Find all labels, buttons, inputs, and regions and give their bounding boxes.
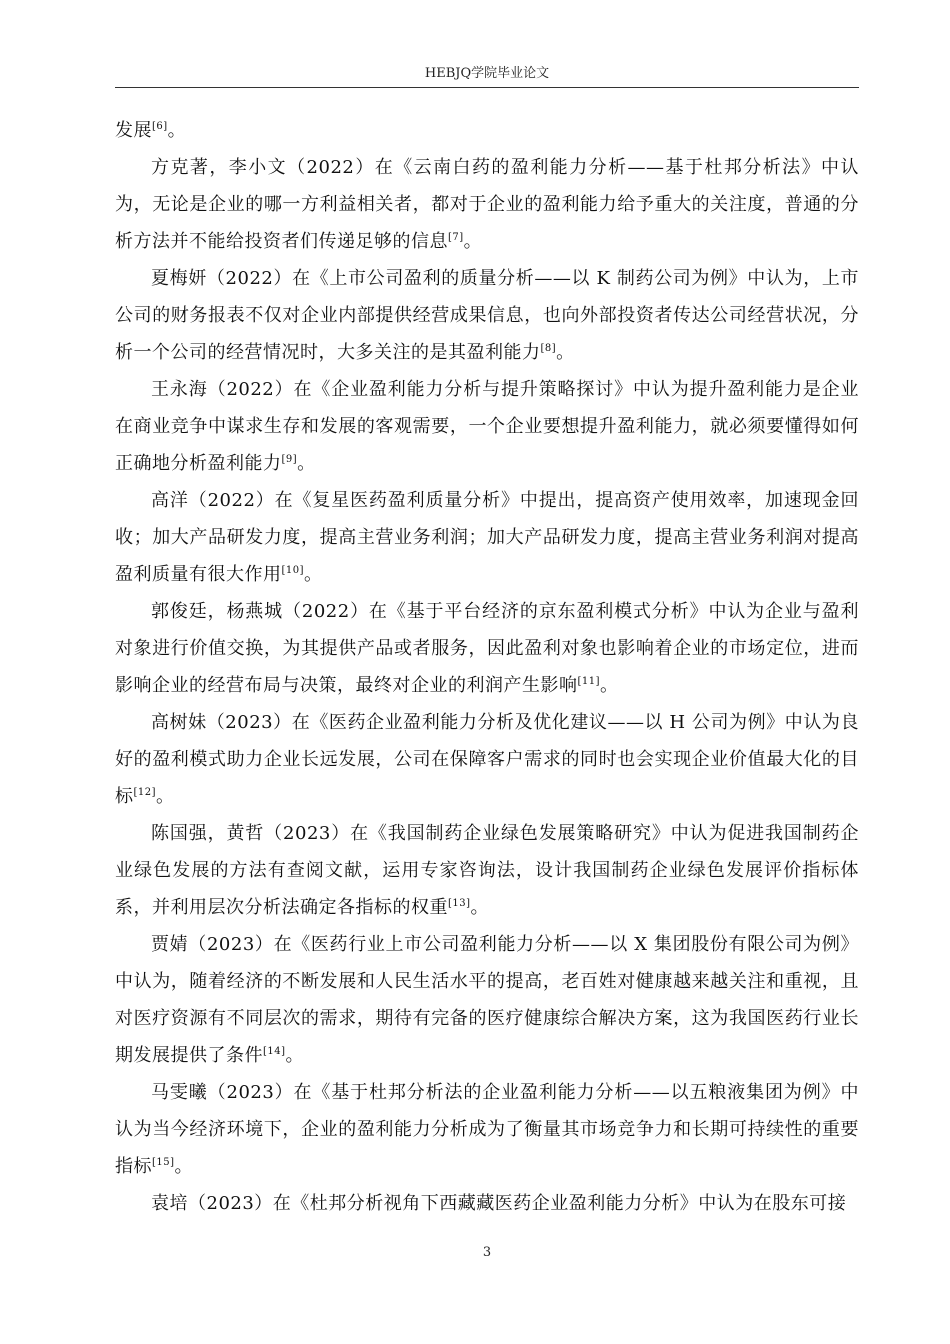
paragraph-text: 贾婧（2023）在《医药行业上市公司盈利能力分析——以 X 集团股份有限公司为例》中认为，随着经济的不断发展和人民生活水平的提高，老百姓对健康越来越关注和重视，且对医疗资源有不同层次的需求，期待有完备的医疗健康综合解决方案，这为我国医药行业长期发展提供了条件: [115, 934, 859, 1066]
paragraph-end: 。: [167, 120, 187, 141]
page-number: 3: [482, 1245, 492, 1260]
paragraph-end: 。: [600, 675, 619, 696]
paragraph: [115, 1074, 859, 1185]
citation-ref: [9]: [281, 454, 298, 465]
paragraph-text: 袁培（2023）在《杜邦分析视角下西藏藏医药企业盈利能力分析》中认为在股东可接: [151, 1193, 847, 1214]
paragraph-text: 发展: [115, 120, 152, 141]
paragraph-text: 郭俊廷，杨燕城（2022）在《基于平台经济的京东盈利模式分析》中认为企业与盈利对象进行价值交换，为其提供产品或者服务，因此盈利对象也影响着企业的市场定位，进而影响企业的经营布局与决策，最终对企业的利润产生影响: [115, 601, 859, 696]
paragraph: [115, 704, 859, 815]
paragraph-text: 王永海（2022）在《企业盈利能力分析与提升策略探讨》中认为提升盈利能力是企业在商业竞争中谋求生存和发展的客观需要，一个企业要想提升盈利能力，就必须要懂得如何正确地分析盈利能力: [115, 379, 859, 474]
paragraph-end: 。: [156, 786, 175, 807]
paragraph-text: 夏梅妍（2022）在《上市公司盈利的质量分析——以 K 制药公司为例》中认为，上市公司的财务报表不仅对企业内部提供经营成果信息，也向外部投资者传达公司经营状况，分析一个公司的经营情况时，大多关注的是其盈利能力: [115, 268, 859, 363]
paragraph: [115, 149, 859, 260]
paragraph-end: 。: [297, 453, 316, 474]
citation-ref: [15]: [152, 1157, 175, 1168]
paragraph-end: 。: [174, 1156, 194, 1177]
page-header: HEBJQ学院毕业论文: [424, 66, 550, 81]
paragraph: [115, 926, 859, 1074]
paragraph-text: 陈国强，黄哲（2023）在《我国制药企业绿色发展策略研究》中认为促进我国制药企业绿色发展的方法有查阅文献，运用专家咨询法，设计我国制药企业绿色发展评价指标体系，并利用层次分析法确定各指标的权重: [115, 823, 859, 918]
citation-ref: [14]: [263, 1046, 286, 1057]
citation-ref: [10]: [281, 565, 305, 576]
paragraph-text: 方克著，李小文（2022）在《云南白药的盈利能力分析——基于杜邦分析法》中认为，无论是企业的哪一方利益相关者，都对于企业的盈利能力给予重大的关注度，普通的分析方法并不能给投资者们传递足够的信息: [115, 157, 859, 252]
paragraph-text: 高树妹（2023）在《医药企业盈利能力分析及优化建议——以 H 公司为例》中认为良好的盈利模式助力企业长远发展，公司在保障客户需求的同时也会实现企业价值最大化的目标: [115, 712, 859, 807]
paragraph: [115, 815, 859, 926]
paragraph: [115, 112, 859, 149]
citation-ref: [12]: [133, 787, 157, 798]
citation-ref: [6]: [152, 121, 168, 132]
citation-ref: [8]: [540, 343, 557, 354]
paragraph: [115, 260, 859, 371]
paragraph-text: 高洋（2022）在《复星医药盈利质量分析》中提出，提高资产使用效率，加速现金回收；加大产品研发力度，提高主营业务利润；加大产品研发力度，提高主营业务利润对提高盈利质量有很大作用: [115, 490, 859, 585]
paragraph: [115, 593, 859, 704]
citation-ref: [11]: [577, 676, 601, 687]
citation-ref: [13]: [448, 898, 471, 909]
body-text: [115, 112, 859, 1222]
paragraph-text: 马雯曦（2023）在《基于杜邦分析法的企业盈利能力分析——以五粮液集团为例》中认为当今经济环境下，企业的盈利能力分析成为了衡量其市场竞争力和长期可持续性的重要指标: [115, 1082, 859, 1177]
citation-ref: [7]: [448, 232, 464, 243]
paragraph-end: 。: [470, 897, 490, 918]
paragraph: [115, 1185, 859, 1222]
paragraph: [115, 371, 859, 482]
paragraph-end: 。: [285, 1045, 305, 1066]
paragraph: [115, 482, 859, 593]
paragraph-end: 。: [304, 564, 323, 585]
paragraph-end: 。: [556, 342, 575, 363]
paragraph-end: 。: [463, 231, 483, 252]
header-rule: [115, 87, 859, 88]
